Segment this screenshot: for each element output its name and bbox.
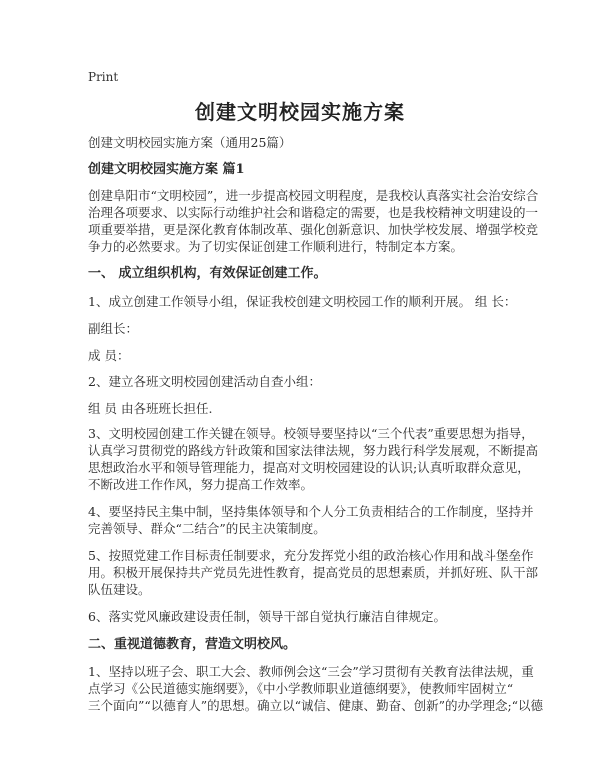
vice-leader-label: 副组长： [88, 321, 139, 336]
text-line: 用。积极开展保持共产党员先进性教育，提高党员的思想素质，并抓好班、队干部 [88, 565, 539, 580]
item-2-detail: 组 员 由各班班长担任. [88, 401, 213, 416]
text-line: 三个面向”“以德育人”的思想。确立以“诚信、健康、勤奋、创新”的办学理念;“以德 [88, 698, 544, 713]
text-line: 思想政治水平和领导管理能力，提高对文明校园建设的认识;认真听取群众意见， [88, 460, 530, 475]
members-label: 成 员： [88, 348, 130, 363]
section-heading-1: 一、 成立组织机构，有效保证创建工作。 [88, 266, 327, 281]
item-1: 1、成立创建工作领导小组，保证我校创建文明校园工作的顺利开展。 组 长： [88, 294, 517, 309]
document-title: 创建文明校园实施方案 [195, 100, 405, 124]
text-line: 争力的必然要求。为了切实保证创建工作顺利进行，特制定本方案。 [88, 239, 464, 254]
section-heading-2: 二、重视道德教育，营造文明校风。 [88, 637, 297, 652]
subtitle: 创建文明校园实施方案（通用25篇） [88, 135, 292, 150]
text-line: 队伍建设。 [88, 582, 151, 597]
text-line: 4、要坚持民主集中制，坚持集体领导和个人分工负责相结合的工作制度，坚持并 [88, 504, 534, 519]
text-line: 1、坚持以班子会、职工大会、教师例会这“三会”学习贯彻有关教育法律法规，重 [88, 664, 534, 679]
text-line: 点学习《公民道德实施纲要》，《中小学教师职业道德纲要》，使教师牢固树立“ [88, 681, 514, 696]
item-2: 2、建立各班文明校园创建活动自查小组： [88, 374, 321, 389]
print-link[interactable]: Print [88, 70, 119, 84]
text-line: 完善领导、群众“二结合”的民主决策制度。 [88, 521, 326, 536]
article-title: 创建文明校园实施方案 篇1 [88, 162, 245, 177]
text-line: 认真学习贯彻党的路线方针政策和国家法律法规，努力践行科学发展观，不断提高 [88, 443, 539, 458]
text-line: 治理各项要求、以实际行动维护社会和谐稳定的需要，也是我校精神文明建设的一 [88, 205, 539, 220]
text-line: 项重要举措，更是深化教育体制改革、强化创新意识、加快学校发展、增强学校竞 [88, 222, 539, 237]
text-line: 5、按照党建工作目标责任制要求，充分发挥党小组的政治核心作用和战斗堡垒作 [88, 548, 534, 563]
item-6: 6、落实党风廉政建设责任制，领导干部自觉执行廉洁自律规定。 [88, 609, 446, 624]
text-line: 创建阜阳市“文明校园”，进一步提高校园文明程度，是我校认真落实社会治安综合 [88, 188, 539, 203]
text-line: 不断改进工作作风，努力提高工作效率。 [88, 477, 314, 492]
text-line: 3、文明校园创建工作关键在领导。校领导要坚持以“三个代表”重要思想为指导， [88, 426, 534, 441]
